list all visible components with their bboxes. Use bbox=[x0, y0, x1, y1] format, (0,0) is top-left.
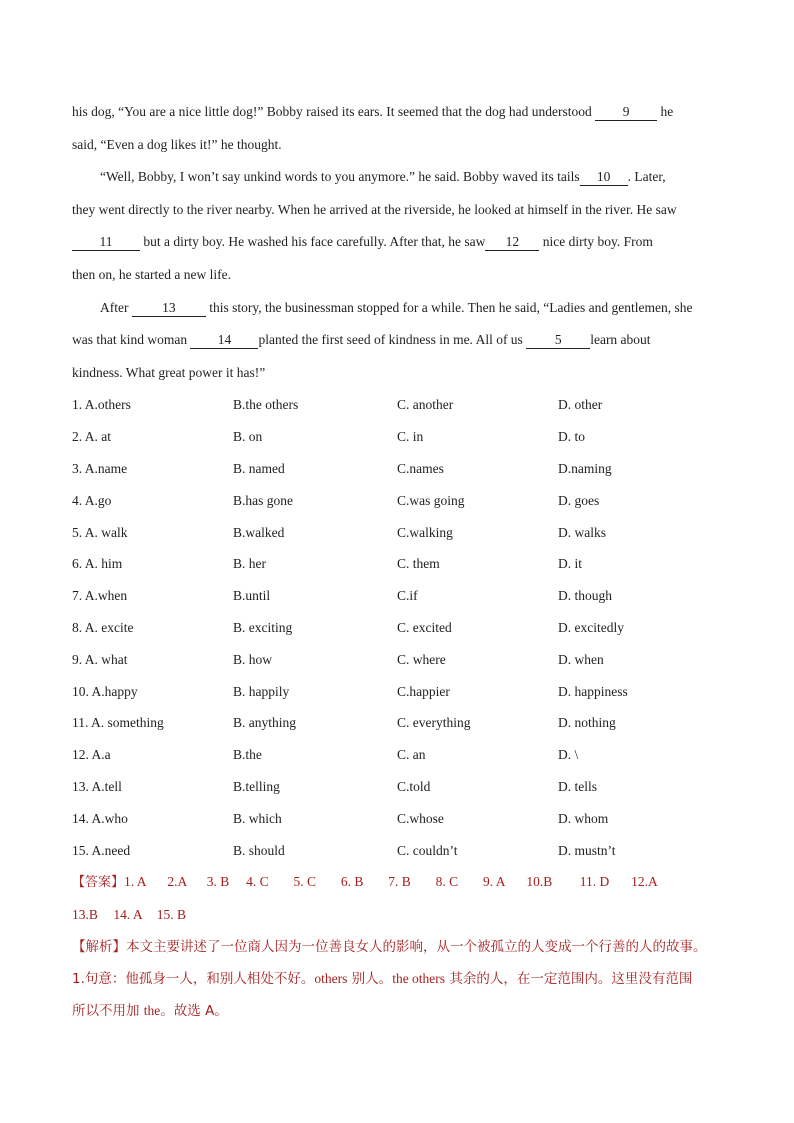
option-a: 9. A. what bbox=[72, 651, 128, 667]
option-c: C. in bbox=[397, 429, 424, 445]
option-row bbox=[72, 676, 722, 708]
option-b: B. on bbox=[233, 429, 263, 445]
answer-item: 10.B bbox=[526, 874, 553, 890]
option-row bbox=[72, 739, 722, 771]
option-row bbox=[72, 517, 722, 549]
blank-11: 11 bbox=[72, 234, 140, 251]
option-c: C.was going bbox=[397, 492, 465, 508]
answer-item: 8. C bbox=[435, 874, 459, 890]
blank-9: 9 bbox=[595, 104, 657, 121]
blank-13: 13 bbox=[132, 300, 206, 317]
passage-line bbox=[72, 226, 722, 259]
blank-14: 14 bbox=[190, 332, 258, 349]
option-d: D. it bbox=[558, 556, 583, 572]
option-a: 2. A. at bbox=[72, 429, 111, 445]
option-b: B. anything bbox=[233, 715, 296, 731]
blank-10: 10 bbox=[580, 169, 628, 186]
option-row bbox=[72, 803, 722, 835]
option-d: D. other bbox=[558, 397, 603, 413]
analysis-tag: 【解析】 bbox=[72, 939, 126, 956]
option-c: C. couldn’t bbox=[397, 842, 458, 858]
option-row bbox=[72, 644, 722, 676]
option-d: D. \ bbox=[558, 747, 579, 763]
passage-text: nice dirty boy. From bbox=[539, 234, 653, 250]
option-row bbox=[72, 580, 722, 612]
option-c: C.told bbox=[397, 778, 431, 794]
option-c: C.whose bbox=[397, 810, 444, 826]
option-row bbox=[72, 835, 722, 867]
answer-line bbox=[72, 866, 722, 899]
option-d: D. walks bbox=[558, 524, 606, 540]
option-b: B. how bbox=[233, 651, 273, 667]
passage-text: . Later, bbox=[627, 169, 666, 185]
answer-item: 7. B bbox=[388, 874, 411, 890]
answer-item: 13.B bbox=[72, 907, 98, 923]
option-d: D. goes bbox=[558, 492, 600, 508]
option-d: D.naming bbox=[558, 460, 612, 476]
option-a: 5. A. walk bbox=[72, 524, 128, 540]
passage-line: said, “Even a dog likes it!” he thought. bbox=[72, 136, 282, 152]
answer-item: 6. B bbox=[340, 874, 364, 890]
option-a: 7. A.when bbox=[72, 588, 128, 604]
option-a: 10. A.happy bbox=[72, 683, 138, 699]
analysis-text: the others bbox=[392, 971, 446, 987]
passage-text: his dog, “You are a nice little dog!” Bobby raised its ears. It seemed that the dog had understood bbox=[72, 104, 596, 119]
answer-item: 1. A bbox=[124, 874, 147, 890]
option-c: C. excited bbox=[397, 619, 452, 635]
option-a: 12. A.a bbox=[72, 747, 111, 763]
option-b: B. should bbox=[233, 842, 285, 858]
passage-line: kindness. What great power it has!” bbox=[72, 364, 266, 380]
option-c: C. an bbox=[397, 747, 426, 763]
option-d: D. when bbox=[558, 651, 604, 667]
analysis-block bbox=[72, 931, 722, 1027]
option-a: 15. A.need bbox=[72, 842, 131, 858]
option-b: B.walked bbox=[233, 524, 285, 540]
option-d: D. nothing bbox=[558, 715, 616, 731]
option-b: B. happily bbox=[233, 683, 290, 699]
analysis-line bbox=[72, 963, 722, 995]
answer-item: 14. A bbox=[113, 907, 143, 923]
option-row bbox=[72, 485, 722, 517]
analysis-line bbox=[72, 931, 722, 963]
option-a: 1. A.others bbox=[72, 397, 131, 413]
analysis-line bbox=[72, 995, 722, 1027]
option-d: D. whom bbox=[558, 810, 609, 826]
option-d: D. excitedly bbox=[558, 619, 624, 635]
answer-item: 4. C bbox=[246, 874, 269, 890]
passage-text: but a dirty boy. He washed his face carefully. After that, he saw bbox=[140, 234, 486, 250]
options-list bbox=[72, 389, 722, 866]
option-a: 4. A.go bbox=[72, 492, 112, 508]
passage-text: he bbox=[657, 104, 674, 119]
option-c: C. them bbox=[397, 556, 440, 572]
passage-line: they went directly to the river nearby. When he arrived at the riverside, he looked at himself in the river. He saw bbox=[72, 201, 677, 217]
answer-item: 5. C bbox=[293, 874, 317, 890]
option-b: B.the others bbox=[233, 397, 299, 413]
option-row bbox=[72, 771, 722, 803]
answer-item: 12.A bbox=[631, 874, 658, 890]
option-a: 11. A. something bbox=[72, 715, 164, 731]
passage-text: this story, the businessman stopped for a while. Then he said, “Ladies and gentlemen, she bbox=[205, 299, 693, 315]
option-d: D. tells bbox=[558, 778, 597, 794]
option-row bbox=[72, 612, 722, 644]
option-d: D. mustn’t bbox=[558, 842, 616, 858]
passage-line: then on, he started a new life. bbox=[72, 266, 231, 282]
option-b: B.telling bbox=[233, 778, 280, 794]
passage-text: planted the first seed of kindness in me. All of us bbox=[258, 332, 527, 348]
blank-12: 12 bbox=[485, 234, 539, 251]
option-b: B. exciting bbox=[233, 619, 293, 635]
option-c: C.walking bbox=[397, 524, 453, 540]
analysis-text: 。故选 A。 bbox=[160, 1003, 228, 1020]
answer-item: 2.A bbox=[167, 874, 188, 890]
option-row bbox=[72, 707, 722, 739]
option-d: D. happiness bbox=[558, 683, 628, 699]
answer-line bbox=[72, 899, 722, 931]
analysis-text: others bbox=[314, 971, 348, 987]
passage-text: learn about bbox=[590, 332, 651, 348]
option-b: B.until bbox=[233, 588, 271, 604]
analysis-text: 1.句意：他孤身一人，和别人相处不好。 bbox=[72, 971, 315, 988]
option-c: C. another bbox=[397, 397, 454, 413]
option-d: D. though bbox=[558, 588, 612, 604]
passage-text: “Well, Bobby, I won’t say unkind words to you anymore.” he said. Bobby waved its tails bbox=[100, 169, 580, 185]
option-c: C. everything bbox=[397, 715, 471, 731]
option-c: C.names bbox=[397, 460, 444, 476]
analysis-text: 别人。 bbox=[347, 971, 393, 988]
option-a: 14. A.who bbox=[72, 810, 128, 826]
option-a: 8. A. excite bbox=[72, 619, 134, 635]
document-page bbox=[72, 96, 722, 1027]
option-c: C. where bbox=[397, 651, 446, 667]
option-row bbox=[72, 453, 722, 485]
passage-line bbox=[72, 292, 722, 325]
option-a: 13. A.tell bbox=[72, 778, 122, 794]
option-a: 6. A. him bbox=[72, 556, 123, 572]
option-b: B. named bbox=[233, 460, 285, 476]
option-c: C.happier bbox=[397, 683, 450, 699]
analysis-text: 其余的人，在一定范围内。这里没有范围 bbox=[445, 971, 693, 988]
answer-tag: 【答案】 bbox=[72, 875, 125, 891]
option-d: D. to bbox=[558, 429, 585, 445]
answer-block bbox=[72, 866, 722, 931]
passage-line bbox=[72, 324, 722, 357]
option-row bbox=[72, 389, 722, 421]
passage-text: After bbox=[100, 299, 132, 315]
analysis-text: the bbox=[143, 1003, 161, 1019]
option-b: B.has gone bbox=[233, 492, 293, 508]
analysis-text: 所以不用加 bbox=[72, 1003, 144, 1020]
option-c: C.if bbox=[397, 588, 418, 604]
passage-line bbox=[72, 161, 722, 194]
answer-item: 15. B bbox=[156, 907, 187, 923]
passage-text: was that kind woman bbox=[72, 332, 191, 348]
analysis-summary: 本文主要讲述了一位商人因为一位善良女人的影响，从一个被孤立的人变成一个行善的人的故事。 bbox=[126, 939, 707, 956]
option-b: B. her bbox=[233, 556, 266, 572]
option-row bbox=[72, 421, 722, 453]
answer-item: 3. B bbox=[206, 874, 230, 890]
answer-item: 11. D bbox=[579, 874, 610, 890]
blank-15: 5 bbox=[526, 332, 590, 349]
option-b: B. which bbox=[233, 810, 282, 826]
answer-item: 9. A bbox=[483, 874, 506, 890]
passage-line bbox=[72, 96, 722, 129]
option-row bbox=[72, 548, 722, 580]
option-b: B.the bbox=[233, 747, 262, 763]
option-a: 3. A.name bbox=[72, 460, 128, 476]
